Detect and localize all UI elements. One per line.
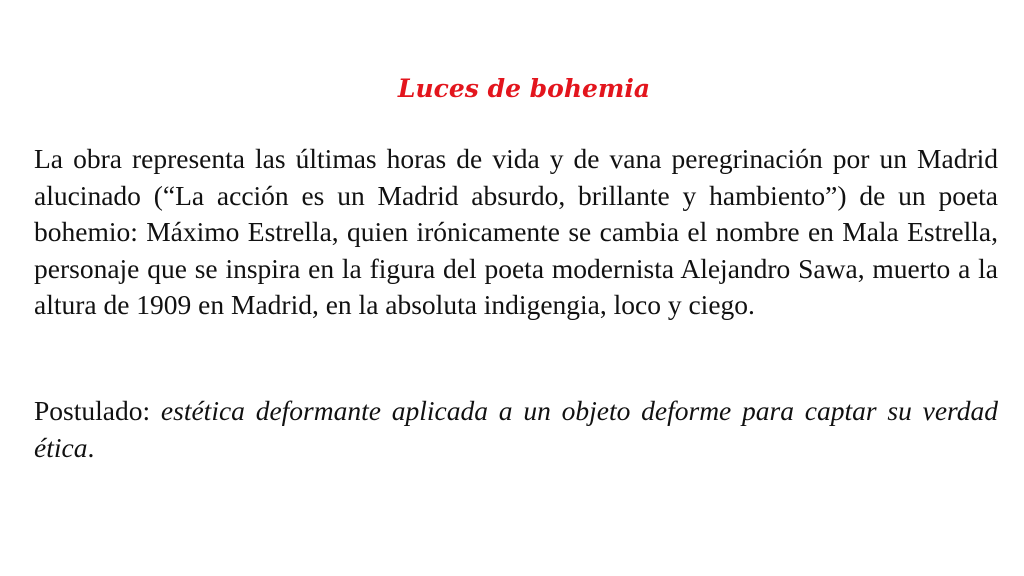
postulate-label: Postulado: xyxy=(34,395,161,426)
postulate-paragraph xyxy=(34,393,998,466)
slide-title: Luces de bohemia xyxy=(397,74,651,103)
postulate-period: . xyxy=(87,431,95,463)
postulate-emphasis: estética deformante aplicada a un objeto deforme para captar su verdad ética xyxy=(34,395,998,463)
description-paragraph: La obra representa las últimas horas de vida y de vana peregrinación por un Madrid alucinado (“La acción es un Madrid absurdo, brillante y hambiento”) de un poeta bohemio: Máximo Estrella, quien irónicamente se cambia el nombre en Mala Estrella, personaje que se inspira en la figura del poeta modernista Alejandro Sawa, muerto a la altura de 1909 en Madrid, en la absoluta indigengia, loco y ciego. xyxy=(34,143,998,320)
